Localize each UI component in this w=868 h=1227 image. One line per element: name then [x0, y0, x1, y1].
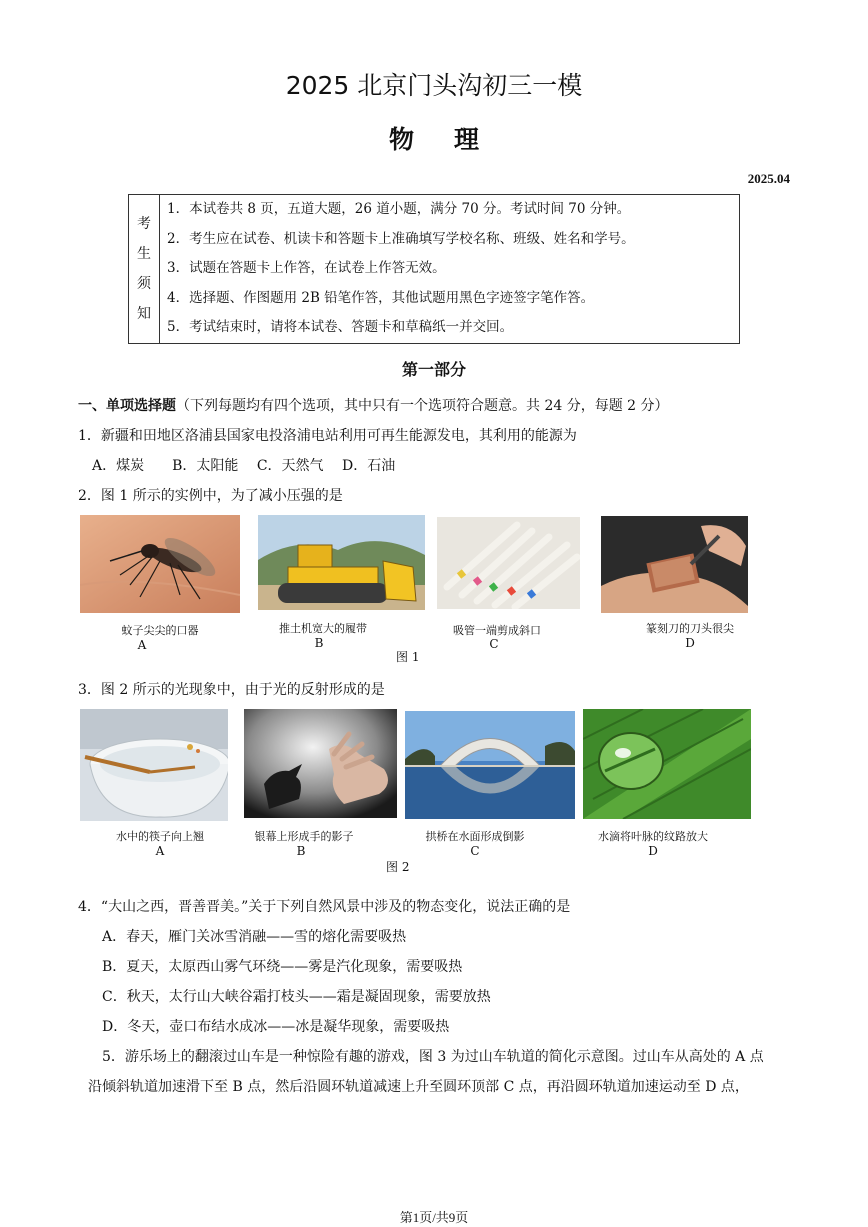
subject-title: 物理 [388, 125, 519, 154]
notice-item: 5．考试结束时，请将本试卷、答题卡和草稿纸一并交回。 [167, 319, 514, 336]
section-heading [78, 395, 669, 415]
notice-item: 2．考生应在试卷、机读卡和答题卡上准确填写学校名称、班级、姓名和学号。 [167, 230, 635, 247]
fig1-caption-c: 吸管一端剪成斜口 [453, 624, 541, 637]
notice-item: 3．试题在答题卡上作答，在试卷上作答无效。 [167, 260, 446, 277]
chopsticks-bowl-image [80, 709, 228, 821]
notice-heading-char: 须 [137, 276, 151, 292]
notice-item: 4．选择题、作图题用 2B 铅笔作答，其他试题用黑色字迹签字笔作答。 [167, 289, 595, 306]
fig2-caption-a: 水中的筷子向上翘 [116, 830, 204, 843]
q3-stem: 3．图 2 所示的光现象中，由于光的反射形成的是 [78, 682, 385, 698]
fig2-label: 图 2 [386, 860, 410, 874]
q4-option-d: D．冬天，壶口布结水成冰——冰是凝华现象，需要吸热 [102, 1019, 450, 1035]
fig1-label: 图 1 [396, 650, 420, 664]
q1-stem: 1．新疆和田地区洛浦县国家电投洛浦电站利用可再生能源发电，其利用的能源为 [78, 428, 577, 444]
fig1-letter-a: A [137, 638, 147, 652]
straws-image [437, 517, 580, 609]
water-drop-leaf-image [583, 709, 751, 819]
notice-list [167, 195, 735, 343]
part-heading: 第一部分 [401, 360, 466, 379]
fig2-letter-b: B [296, 844, 306, 858]
arch-bridge-image [405, 711, 575, 819]
mosquito-image [80, 515, 240, 613]
fig1-caption-b: 推土机宽大的履带 [279, 622, 367, 635]
fig2-caption-b: 银幕上形成手的影子 [254, 830, 354, 843]
fig2-letter-a: A [155, 844, 165, 858]
section-note: （下列每题均有四个选项，其中只有一个选项符合题意。共 24 分，每题 2 分） [176, 398, 669, 414]
notice-heading-char: 考 [137, 216, 151, 232]
exam-title: 2025 北京门头沟初三一模 [285, 71, 583, 100]
hand-shadow-image [244, 709, 397, 818]
notice-heading-char: 知 [137, 306, 151, 322]
q5-line-1: 5．游乐场上的翻滚过山车是一种惊险有趣的游戏，图 3 为过山车轨道的简化示意图。过山车从高处的 A 点 [102, 1049, 764, 1065]
fig1-caption-d: 篆刻刀的刀头很尖 [646, 622, 734, 635]
q4-stem: 4．“大山之西，晋善晋美。”关于下列自然风景中涉及的物态变化，说法正确的是 [78, 899, 571, 915]
q1-options: A．煤炭 B．太阳能 C．天然气 D．石油 [92, 458, 396, 474]
q4-option-c: C．秋天，太行山大峡谷霜打枝头——霜是凝固现象，需要放热 [102, 989, 491, 1005]
fig1-letter-d: D [685, 636, 695, 650]
section-title: 一、单项选择题 [78, 398, 176, 414]
bulldozer-image [258, 515, 425, 610]
page-number: 第1页/共9页 [399, 1210, 469, 1225]
fig2-caption-c: 拱桥在水面形成倒影 [425, 830, 525, 843]
q2-stem: 2．图 1 所示的实例中，为了减小压强的是 [78, 488, 343, 504]
exam-date: 2025.04 [747, 171, 790, 186]
carving-knife-image [601, 516, 748, 613]
notice-heading [129, 195, 160, 343]
fig1-letter-b: B [314, 636, 324, 650]
fig2-caption-d: 水滴将叶脉的纹路放大 [598, 830, 708, 843]
fig1-caption-a: 蚊子尖尖的口器 [121, 624, 199, 637]
notice-item: 1．本试卷共 8 页，五道大题，26 道小题，满分 70 分。考试时间 70 分钟。 [167, 201, 631, 217]
fig1-letter-c: C [489, 637, 499, 651]
q4-option-a: A．春天，雁门关冰雪消融——雪的熔化需要吸热 [102, 929, 407, 945]
notice-heading-char: 生 [137, 246, 151, 262]
fig2-letter-d: D [648, 844, 658, 858]
fig2-letter-c: C [470, 844, 480, 858]
q5-line-2: 沿倾斜轨道加速滑下至 B 点，然后沿圆环轨道减速上升至圆环顶部 C 点，再沿圆环轨道加速运动至 D 点， [88, 1079, 749, 1095]
q4-option-b: B．夏天，太原西山雾气环绕——雾是汽化现象，需要吸热 [102, 959, 463, 975]
notice-box [128, 194, 740, 344]
